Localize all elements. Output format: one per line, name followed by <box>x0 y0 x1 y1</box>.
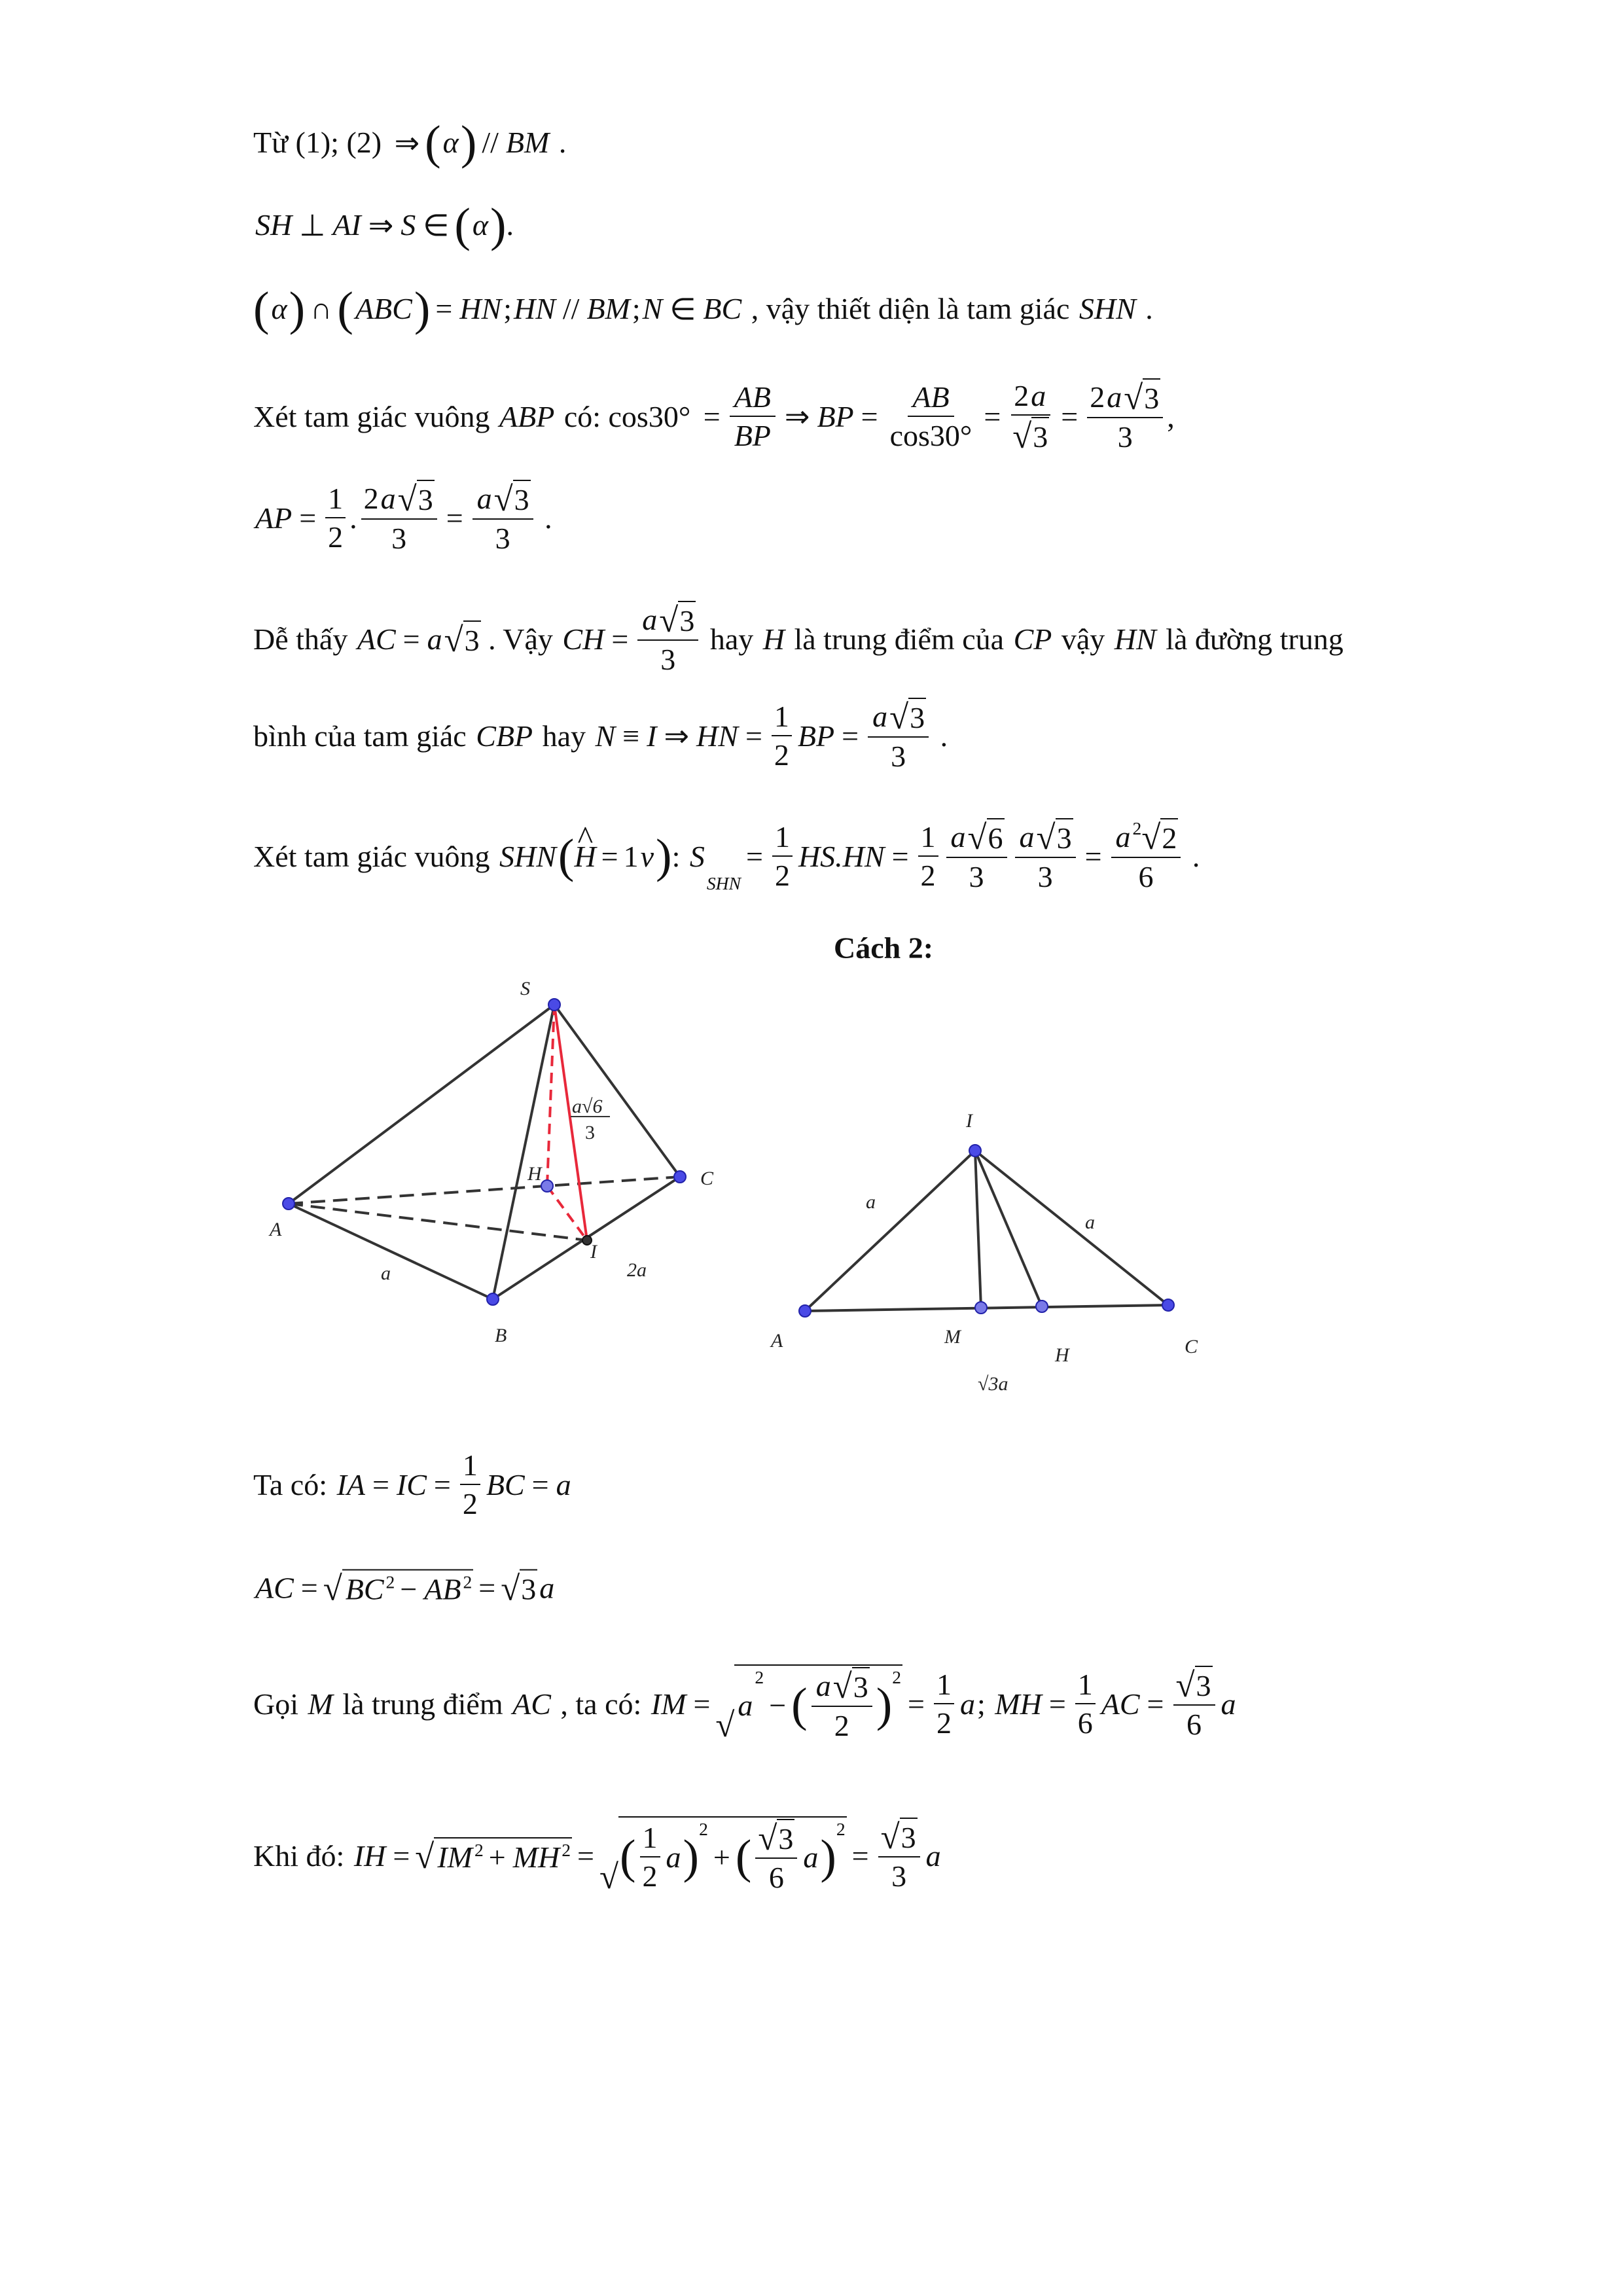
math-variable: a <box>666 1840 681 1874</box>
math-variable: BC <box>703 292 742 326</box>
math-operator: = <box>745 719 762 753</box>
math-variable: α <box>271 292 287 326</box>
math-operator: = <box>402 622 420 656</box>
point-h <box>541 1180 553 1192</box>
math-operator: = <box>984 399 1001 433</box>
radical-sign-icon: √ <box>715 1706 735 1745</box>
text-run: 2 <box>834 1709 849 1742</box>
edge-sc <box>554 1005 680 1177</box>
radical-sign-icon: √ <box>1141 819 1161 857</box>
text-run: 2 <box>1162 821 1177 855</box>
math-variable: a <box>1019 820 1035 853</box>
label-ic2-length: a <box>1085 1211 1095 1233</box>
text-run: Gọi <box>253 1687 306 1721</box>
left-paren: ( <box>337 281 353 336</box>
text-run: 2 <box>1090 380 1105 414</box>
math-variable: BP <box>734 419 771 452</box>
text-run: 3 <box>521 1572 537 1606</box>
math-variable: a <box>427 622 442 656</box>
point-i2 <box>969 1145 981 1157</box>
text-run: . <box>349 501 357 535</box>
math-operator: ⇒ <box>784 400 810 433</box>
text-run: . <box>506 208 514 242</box>
math-operator: = <box>842 719 859 753</box>
math-variable: a <box>803 1840 819 1874</box>
math-variable: MH <box>512 1840 560 1874</box>
radical-sign-icon: √ <box>758 1820 777 1858</box>
text-run: . <box>1137 292 1153 326</box>
superscript: 2 <box>699 1819 708 1839</box>
superscript: 2 <box>463 1571 473 1592</box>
text-run: 3 <box>464 623 480 657</box>
math-variable: IA <box>336 1467 365 1501</box>
label-h: H <box>527 1163 542 1185</box>
text-run: 3 <box>679 604 695 637</box>
math-variable: IM <box>651 1687 687 1721</box>
math-variable: SHN <box>1079 292 1136 326</box>
label-i2: I <box>966 1110 972 1132</box>
text-run: . <box>1185 839 1200 873</box>
text-run: Xét tam giác vuông <box>253 399 498 433</box>
math-variable: HN <box>1114 622 1156 656</box>
math-operator: = <box>478 1571 496 1605</box>
math-operator: = <box>446 501 463 535</box>
text-run: bình của tam giác <box>253 719 474 753</box>
superscript: 2 <box>562 1839 571 1860</box>
math-variable: BM <box>586 292 630 326</box>
point-m2 <box>975 1302 987 1314</box>
math-variable: SHN <box>499 839 556 873</box>
superscript: 2 <box>385 1571 395 1592</box>
math-variable: a <box>476 482 492 515</box>
superscript: 2 <box>1132 818 1142 838</box>
text-run: 3 <box>891 1859 907 1893</box>
math-operator: + <box>488 1840 506 1874</box>
label-si-numerator: a√6 <box>572 1096 603 1117</box>
right-paren: ) <box>683 1829 700 1884</box>
math-operator: ∩ <box>310 292 332 326</box>
math-operator: = <box>1147 1687 1164 1721</box>
text-run: 3 <box>514 483 529 516</box>
right-paren: ) <box>820 1829 836 1884</box>
text-run: . <box>551 126 567 160</box>
math-variable: N <box>595 719 616 753</box>
text-run: 2 <box>642 1859 658 1893</box>
text-run: . Vậy <box>480 622 561 656</box>
math-operator: = <box>577 1839 594 1873</box>
math-variable: a <box>1107 380 1122 414</box>
radical-sign-icon: √ <box>832 1668 852 1706</box>
left-paren: ( <box>791 1677 808 1732</box>
edge-sb <box>493 1005 554 1299</box>
triangle-figure <box>805 1151 1168 1311</box>
segment-im <box>975 1151 981 1308</box>
text-run: là trung điểm <box>334 1687 511 1721</box>
math-operator: ⇒ <box>664 719 690 753</box>
math-variable: v <box>640 839 654 873</box>
text-run: 2 <box>920 859 936 892</box>
superscript: 2 <box>892 1667 902 1687</box>
left-paren: ( <box>454 198 471 252</box>
label-m2: M <box>944 1326 961 1348</box>
right-paren: ) <box>876 1677 893 1732</box>
math-variable: IM <box>437 1840 473 1874</box>
math-variable: S <box>401 208 416 242</box>
text-run: 2 <box>328 520 344 554</box>
left-paren: ( <box>735 1829 752 1884</box>
text-run: 1 <box>920 820 936 853</box>
math-operator: // <box>482 126 499 160</box>
text-run: 1 <box>1077 1668 1093 1701</box>
math-variable: BP <box>797 719 835 753</box>
text-run: 3 <box>901 1821 916 1854</box>
text-run: 3 <box>418 483 433 516</box>
text-run: 1 <box>328 482 344 515</box>
text-run: hay <box>702 622 761 656</box>
text-run: 3 <box>495 522 510 555</box>
radical-sign-icon: √ <box>1124 379 1143 418</box>
math-variable: IC <box>396 1467 427 1501</box>
point-c2 <box>1162 1299 1174 1311</box>
radical-sign-icon: √ <box>415 1837 435 1876</box>
text-run: 1 <box>642 1821 658 1854</box>
edge-ab <box>289 1204 493 1299</box>
math-operator: ≡ <box>622 719 640 753</box>
text-run: 2 <box>774 738 789 772</box>
math-operator: + <box>713 1840 730 1874</box>
math-variable: H <box>762 622 785 656</box>
right-paren: ) <box>414 281 431 336</box>
text-run: 3 <box>1144 382 1160 415</box>
subscript: SHN <box>706 873 741 893</box>
text-run: 3 <box>969 860 984 893</box>
math-variable: AI <box>332 208 361 242</box>
text-run: 3 <box>778 1822 794 1856</box>
label-ab-length: a <box>381 1263 391 1284</box>
pyramid-figure <box>289 1005 680 1299</box>
text-run: Ta có: <box>253 1467 335 1501</box>
text-run: . <box>933 719 948 753</box>
math-variable: AP <box>255 501 293 535</box>
math-operator: ⇒ <box>394 126 420 160</box>
label-si-denominator: 3 <box>585 1122 595 1143</box>
radical-sign-icon: √ <box>323 1570 342 1608</box>
math-variable: a <box>872 700 888 733</box>
text-run: cos30° <box>889 419 972 452</box>
text-run: ; <box>632 292 641 326</box>
text-run: có: cos30° <box>556 399 698 433</box>
superscript: 2 <box>836 1819 846 1839</box>
math-variable: BC <box>345 1572 384 1606</box>
radical-sign-icon: √ <box>444 620 463 659</box>
text-run: Dễ thấy <box>253 622 355 656</box>
left-paren: ( <box>620 1829 636 1884</box>
math-variable: HN <box>696 719 738 753</box>
math-operator: ∈ <box>423 209 450 242</box>
math-operator: − <box>400 1572 418 1606</box>
math-operator: ⇒ <box>368 209 394 242</box>
math-operator: = <box>433 1467 451 1501</box>
text-run: Từ (1); (2) <box>253 126 389 160</box>
math-variable: a <box>642 603 658 636</box>
math-variable: CH <box>562 622 605 656</box>
segment-ih <box>975 1151 1042 1306</box>
text-run: 3 <box>1196 1669 1211 1702</box>
math-variable: CBP <box>476 719 533 753</box>
text-run: 3 <box>891 740 906 773</box>
radical-sign-icon: √ <box>659 601 679 640</box>
math-variable: SH <box>255 208 293 242</box>
label-ic-length: 2a <box>627 1259 647 1281</box>
math-operator: = <box>1061 399 1079 433</box>
radical-sign-icon: √ <box>493 480 513 519</box>
edge-ia <box>805 1151 975 1311</box>
math-variable: HN <box>459 292 502 326</box>
radical-sign-icon: √ <box>501 1570 520 1608</box>
text-run: 3 <box>1033 420 1048 454</box>
right-paren: ) <box>289 281 306 336</box>
text-run: , <box>1167 399 1175 433</box>
text-run: 1 <box>623 839 639 873</box>
math-variable: AC <box>1101 1687 1140 1721</box>
text-run: 1 <box>774 700 789 733</box>
point-h2 <box>1036 1300 1048 1312</box>
math-operator: ⊥ <box>299 209 326 242</box>
text-run: Xét tam giác vuông <box>253 839 498 873</box>
text-run: 3 <box>660 643 676 676</box>
radical-sign-icon: √ <box>397 480 417 519</box>
text-run: 1 <box>462 1448 478 1482</box>
math-variable: a <box>925 1839 941 1873</box>
text-run: Khi đó: <box>253 1839 352 1873</box>
math-operator: // <box>562 292 580 326</box>
math-variable: HN <box>513 292 556 326</box>
point-a2 <box>799 1305 811 1317</box>
math-operator: = <box>861 399 878 433</box>
math-operator: = <box>435 292 453 326</box>
math-variable: HS.HN <box>798 839 885 873</box>
math-variable: ABC <box>355 292 412 326</box>
text-run: 6 <box>988 821 1003 855</box>
math-variable: MH <box>995 1687 1042 1721</box>
math-variable: I <box>647 719 657 753</box>
math-variable: AC <box>255 1571 294 1605</box>
text-run: 1 <box>774 820 790 853</box>
radical-sign-icon: √ <box>599 1858 619 1897</box>
text-run: 6 <box>1138 860 1154 893</box>
label-c2: C <box>1185 1336 1198 1357</box>
math-operator: = <box>300 1571 318 1605</box>
math-variable: a <box>539 1571 555 1605</box>
text-run: 3 <box>910 701 925 734</box>
text-run: là trung điểm của <box>786 622 1012 656</box>
text-run: 3 <box>1056 821 1072 855</box>
text-run: . <box>537 501 552 535</box>
text-run: 2 <box>1014 379 1029 412</box>
left-paren: ( <box>425 115 441 170</box>
radical-sign-icon: √ <box>1175 1666 1195 1705</box>
text-run: ; <box>976 1687 993 1721</box>
label-a2: A <box>771 1330 783 1352</box>
edge-ac-hidden <box>289 1177 680 1204</box>
point-b <box>487 1293 499 1305</box>
math-operator: = <box>908 1687 925 1721</box>
math-operator: = <box>611 622 629 656</box>
point-s <box>548 999 560 1011</box>
text-run: 1 <box>936 1668 952 1701</box>
math-operator: = <box>891 839 909 873</box>
math-variable: a <box>380 482 396 515</box>
text-run: 3 <box>1117 420 1133 454</box>
radical-sign-icon: √ <box>1036 819 1056 857</box>
math-operator: = <box>1084 839 1102 873</box>
text-run: là đường trung <box>1158 622 1344 656</box>
text-run: hay <box>535 719 594 753</box>
text-run: 2 <box>936 1706 952 1740</box>
text-run: 3 <box>1037 860 1053 893</box>
label-c: C <box>700 1168 714 1189</box>
label-i: I <box>590 1241 597 1263</box>
math-variable: a <box>1031 379 1046 412</box>
math-variable: IH <box>353 1839 386 1873</box>
math-variable: AC <box>357 622 396 656</box>
superscript: 2 <box>474 1839 484 1860</box>
label-s: S <box>520 978 530 999</box>
radical-sign-icon: √ <box>889 698 909 737</box>
text-run: 3 <box>391 522 407 555</box>
math-variable: AC <box>512 1687 551 1721</box>
math-operator: = <box>393 1839 410 1873</box>
math-variable: α <box>442 126 459 160</box>
segment-ai-hidden <box>289 1204 587 1240</box>
math-operator: = <box>531 1467 549 1501</box>
math-operator: = <box>693 1687 711 1721</box>
text-run: ; <box>503 292 512 326</box>
math-operator: = <box>745 839 763 873</box>
math-variable: a <box>1221 1687 1236 1721</box>
section-heading-cach-2: Cách 2: <box>833 931 934 965</box>
math-variable: CP <box>1013 622 1052 656</box>
label-ac-length: √3a <box>978 1373 1008 1395</box>
text-run: 2 <box>363 482 379 515</box>
label-b: B <box>495 1325 507 1346</box>
radical-sign-icon: √ <box>967 819 987 857</box>
math-variable: AB <box>424 1572 461 1606</box>
text-run: , vậy thiết diện là tam giác <box>743 292 1077 326</box>
math-variable: a <box>815 1669 831 1702</box>
math-variable: a <box>950 820 966 853</box>
math-variable: a <box>1115 820 1131 853</box>
text-run: 6 <box>1186 1708 1202 1741</box>
math-variable: ABP <box>499 399 555 433</box>
text-run: 2 <box>462 1487 478 1520</box>
math-operator: = <box>703 399 721 433</box>
math-variable: a <box>556 1467 571 1501</box>
radical-sign-icon: √ <box>880 1818 900 1857</box>
math-variable: M <box>308 1687 333 1721</box>
math-variable: N <box>642 292 663 326</box>
radical-sign-icon: √ <box>1012 418 1032 456</box>
label-a: A <box>270 1219 282 1240</box>
text-run: vậy <box>1054 622 1113 656</box>
segment-si <box>554 1005 587 1240</box>
math-variable: a <box>738 1688 753 1722</box>
hat-variable: ^ H <box>574 839 596 874</box>
text-run: 3 <box>853 1670 868 1704</box>
math-variable: BC <box>486 1467 525 1501</box>
right-paren: ) <box>656 829 672 883</box>
math-operator: = <box>1048 1687 1066 1721</box>
math-variable: AB <box>912 380 950 414</box>
math-variable: BP <box>817 399 854 433</box>
math-variable: S <box>689 839 705 873</box>
edge-sa <box>289 1005 554 1204</box>
math-operator: = <box>851 1839 869 1873</box>
point-c <box>674 1171 686 1183</box>
label-ia-length: a <box>866 1191 876 1213</box>
math-variable: BM <box>505 126 550 160</box>
text-run: 6 <box>768 1861 784 1894</box>
text-run: 6 <box>1077 1706 1093 1740</box>
label-h2: H <box>1055 1344 1069 1366</box>
math-variable: a <box>959 1687 975 1721</box>
math-variable: AB <box>734 380 771 414</box>
right-paren: ) <box>490 198 507 252</box>
left-paren: ( <box>558 829 575 883</box>
math-operator: = <box>299 501 317 535</box>
left-paren: ( <box>253 281 270 336</box>
math-variable: α <box>472 208 489 242</box>
point-a <box>283 1198 294 1210</box>
math-operator: = <box>372 1467 389 1501</box>
math-operator: − <box>769 1688 787 1722</box>
math-operator: = <box>601 839 618 873</box>
right-paren: ) <box>460 115 477 170</box>
edge-ic <box>975 1151 1168 1305</box>
math-operator: ∈ <box>669 293 696 326</box>
superscript: 2 <box>755 1667 764 1687</box>
text-run: 2 <box>774 859 790 892</box>
text-run: : <box>671 839 688 873</box>
text-run: , ta có: <box>552 1687 649 1721</box>
